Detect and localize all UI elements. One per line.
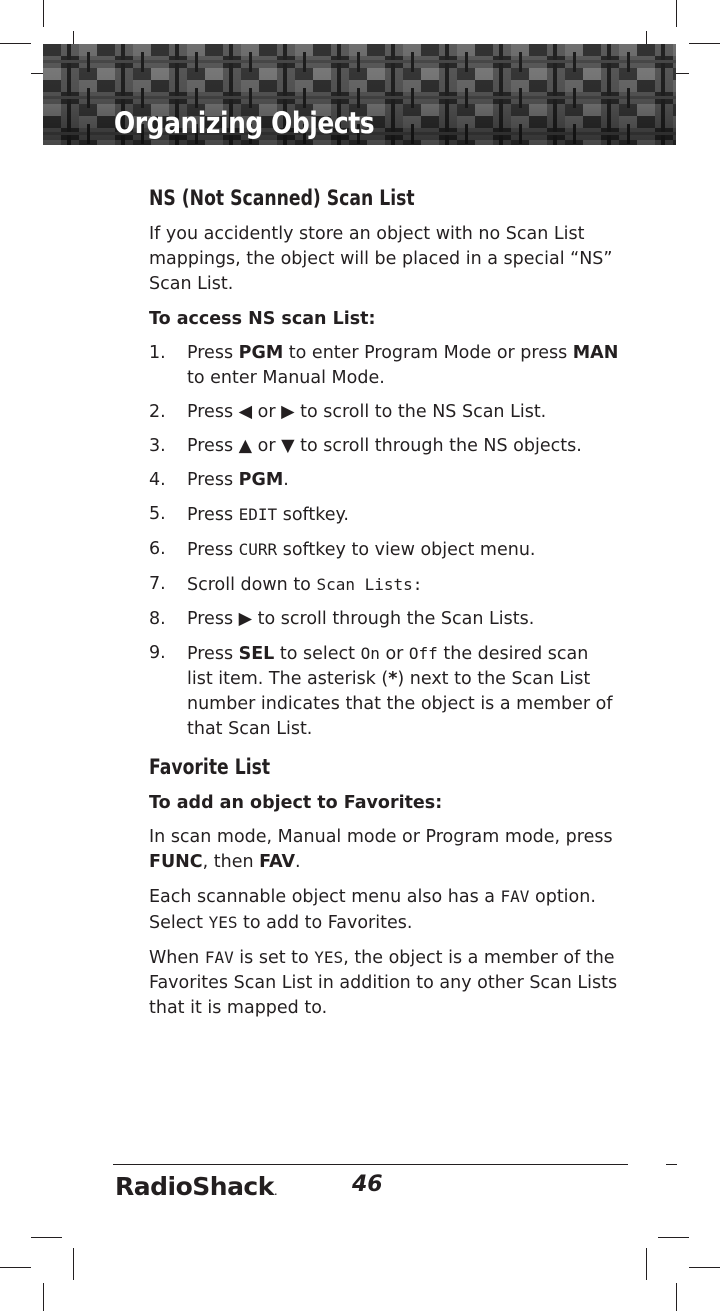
crop-mark: [0, 43, 31, 44]
steps-list: [149, 341, 619, 742]
footer-tick: [666, 1164, 677, 1165]
header-banner: [43, 44, 676, 145]
step-item: 8. Press ▶ to scroll through the Scan Lists.: [149, 609, 535, 629]
crop-mark: [676, 1283, 677, 1311]
crop-mark: [658, 1237, 689, 1238]
crop-mark: [689, 43, 720, 44]
crop-mark: [43, 1283, 44, 1311]
page-title: Organizing Objects: [114, 106, 375, 140]
favorites-paragraph-1: In scan mode, Manual mode or Program mode, press FUNC, then FAV.: [149, 827, 613, 872]
step-item: 4. Press PGM.: [149, 470, 289, 490]
crop-mark: [676, 0, 677, 27]
crop-mark: [31, 1237, 62, 1238]
crop-mark: [0, 1267, 31, 1268]
section-heading-ns-scan-list: NS (Not Scanned) Scan List: [149, 186, 415, 210]
step-item: 3. Press ▲ or ▼ to scroll through the NS objects.: [149, 436, 582, 456]
page-number: 46: [352, 1172, 383, 1197]
main-content: [149, 183, 619, 1021]
crop-mark: [43, 0, 44, 27]
step-item: 2. Press ◀ or ▶ to scroll to the NS Scan List.: [149, 402, 547, 422]
intro-paragraph: If you accidently store an object with no Scan List mappings, the object will be placed in a special “NS” Scan List.: [149, 224, 613, 294]
favorites-paragraph-2: Each scannable object menu also has a FAV option. Select YES to add to Favorites.: [149, 887, 596, 933]
step-item: 7. Scroll down to Scan Lists:: [149, 574, 423, 595]
crop-mark: [646, 1248, 647, 1280]
section-heading-favorite-list: Favorite List: [149, 755, 271, 779]
favorites-paragraph-3: When FAV is set to YES, the object is a member of the Favorites Scan List in addition to any other Scan Lists that it is mapped to.: [149, 948, 618, 1018]
subheading-add-favorites: To add an object to Favorites:: [149, 793, 443, 813]
crop-mark: [73, 1248, 74, 1280]
step-item: 6. Press CURR softkey to view object menu.: [149, 539, 536, 560]
crop-mark: [689, 1267, 720, 1268]
footer-rule: [113, 1164, 628, 1165]
brand-logo: RadioShack.: [115, 1172, 278, 1201]
step-item: 9. Press SEL to select On or Off the desired scan list item. The asterisk (*) next to the Scan List number indicates that the object is a member of that Scan List.: [149, 643, 613, 739]
subheading-access-ns: To access NS scan List:: [149, 309, 376, 329]
step-item: 1. Press PGM to enter Program Mode or press MAN to enter Manual Mode.: [149, 343, 619, 388]
step-item: 5. Press EDIT softkey.: [149, 504, 349, 525]
